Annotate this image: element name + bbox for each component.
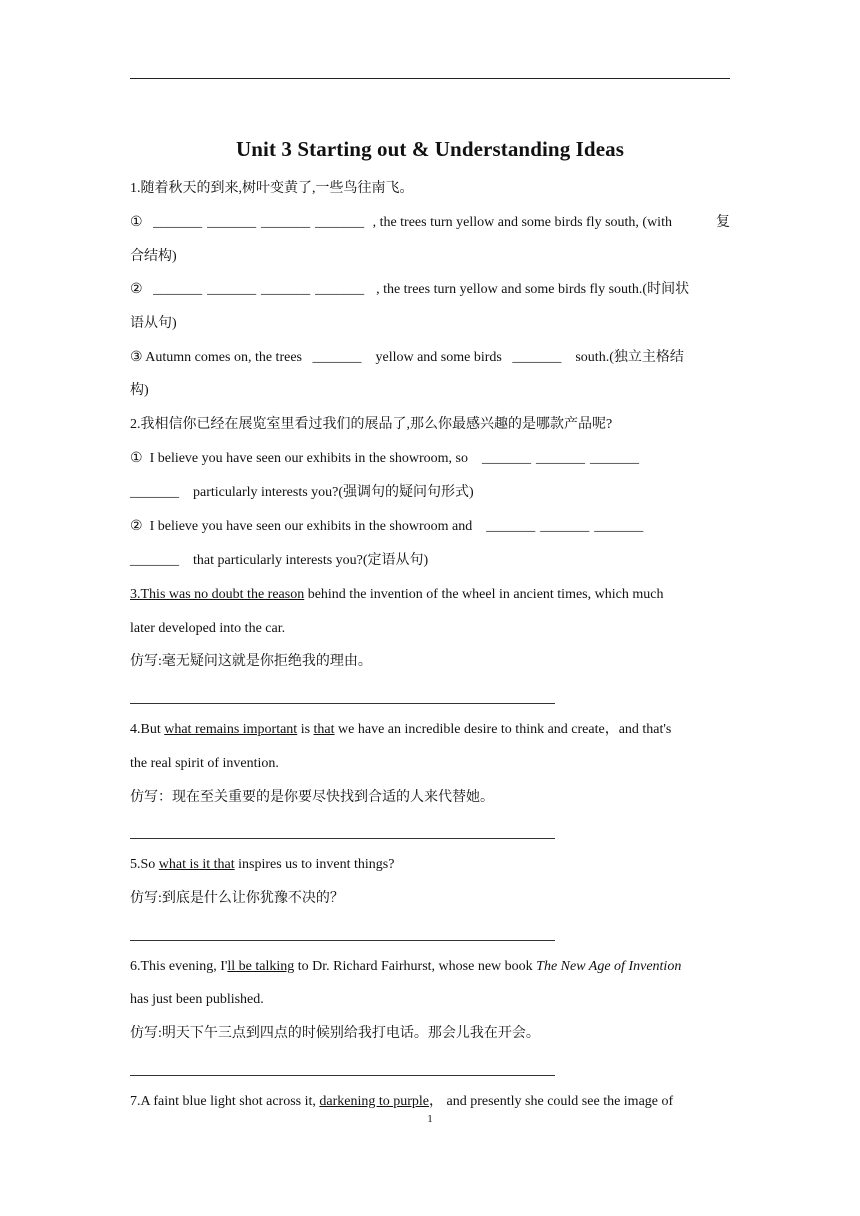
q2-option-b [130, 518, 648, 536]
q4-pre: 4.But [130, 722, 165, 737]
q6-sentence [130, 958, 681, 976]
q1-b-text: , the trees turn yellow and some birds fly south.(时间状 [376, 282, 690, 297]
q1-c-blank-2[interactable]: _______ [512, 350, 562, 365]
q4-rest: we have an incredible desire to think and create，and that's [334, 722, 672, 737]
q1-c-note-cont: 构) [130, 383, 149, 398]
q2-a-text: I believe you have seen our exhibits in the showroom, so [149, 451, 468, 466]
q1-c-marker: ③ [130, 350, 143, 365]
q6-book-title: The New Age of Invention [536, 959, 682, 974]
q2-b-cont: that particularly interests you?(定语从句) [193, 553, 429, 568]
q5-pre: 5.So [130, 857, 159, 872]
q2-b-marker: ② [130, 519, 143, 534]
q2-option-a-cont [130, 484, 474, 502]
q1-b-marker: ② [130, 282, 143, 297]
q3-sentence [130, 586, 663, 604]
q4-underlined-2: that [313, 722, 335, 737]
q7-pre: 7.A faint blue light shot across it, [130, 1094, 320, 1109]
q5-rest: inspires us to invent things? [234, 857, 395, 872]
q6-answer-line[interactable] [130, 1075, 555, 1076]
q2-b-blank-2[interactable]: _______ [540, 519, 590, 534]
q1-a-blank-2[interactable]: _______ [207, 215, 257, 230]
q2-option-a [130, 450, 644, 468]
q3-cont: later developed into the car. [130, 621, 286, 636]
q1-stem: 1.随着秋天的到来,树叶变黄了,一些鸟往南飞。 [130, 181, 414, 196]
q2-a-cont: particularly interests you?(强调句的疑问句形式) [193, 485, 474, 500]
q1-b-blank-1[interactable]: _______ [153, 282, 203, 297]
q1-a-marker: ① [130, 215, 143, 230]
q3-prompt: 仿写:毫无疑问这就是你拒绝我的理由。 [130, 654, 372, 669]
q6-pre: 6.This evening, I' [130, 959, 228, 974]
q1-a-blank-1[interactable]: _______ [153, 215, 203, 230]
q2-a-blank-4[interactable]: _______ [130, 485, 179, 500]
q1-b-blank-3[interactable]: _______ [261, 282, 311, 297]
q4-prompt: 仿写：现在至关重要的是你要尽快找到合适的人来代替她。 [130, 790, 494, 805]
q5-underlined: what is it that [158, 857, 235, 872]
q4-sentence [130, 721, 671, 739]
q2-a-blank-2[interactable]: _______ [536, 451, 585, 466]
q1-c-mid: yellow and some birds [375, 350, 502, 365]
q2-a-marker: ① [130, 451, 143, 466]
q1-b-note-cont: 语从句) [130, 316, 177, 331]
q2-b-blank-1[interactable]: _______ [486, 519, 536, 534]
q1-a-note-end: 复 [716, 215, 730, 230]
q7-underlined: darkening to purple [319, 1094, 430, 1109]
q2-a-blank-1[interactable]: _______ [482, 451, 531, 466]
q6-prompt: 仿写:明天下午三点到四点的时候别给我打电话。那会儿我在开会。 [130, 1026, 540, 1041]
q4-answer-line[interactable] [130, 838, 555, 839]
q1-a-text: , the trees turn yellow and some birds fly south, (with [372, 215, 672, 230]
q1-option-b [130, 281, 689, 299]
q4-mid: is [297, 722, 314, 737]
q6-cont: has just been published. [130, 992, 264, 1007]
q6-underlined: ll be talking [227, 959, 295, 974]
q1-a-blank-4[interactable]: _______ [315, 215, 365, 230]
q4-underlined-1: what remains important [164, 722, 298, 737]
q1-c-pre: Autumn comes on, the trees [145, 350, 302, 365]
q3-rest: behind the invention of the wheel in ancient times, which much [304, 587, 664, 602]
q1-a-note-cont: 合结构) [130, 249, 177, 264]
q1-b-blank-2[interactable]: _______ [207, 282, 257, 297]
q1-a-blank-3[interactable]: _______ [261, 215, 311, 230]
q1-b-blank-4[interactable]: _______ [315, 282, 365, 297]
q2-option-b-cont [130, 552, 428, 570]
q2-b-text: I believe you have seen our exhibits in the showroom and [149, 519, 473, 534]
q5-prompt: 仿写:到底是什么让你犹豫不决的？ [130, 891, 344, 906]
page-title: Unit 3 Starting out & Understanding Ideas [236, 137, 624, 161]
q3-underlined: 3.This was no doubt the reason [130, 587, 305, 602]
q2-b-blank-3[interactable]: _______ [594, 519, 644, 534]
q7-rest: ， and presently she could see the image of [429, 1094, 674, 1109]
q1-option-c [130, 349, 684, 367]
q1-option-a [130, 214, 730, 232]
q5-sentence [130, 856, 394, 874]
q4-cont: the real spirit of invention. [130, 756, 279, 771]
q2-b-blank-4[interactable]: _______ [130, 553, 179, 568]
q1-c-end: south.(独立主格结 [575, 350, 684, 365]
q7-sentence [130, 1093, 673, 1111]
q3-answer-line[interactable] [130, 703, 555, 704]
q6-mid: to Dr. Richard Fairhurst, whose new book [294, 959, 537, 974]
header-rule [130, 78, 730, 79]
q1-c-blank-1[interactable]: _______ [312, 350, 362, 365]
q2-stem: 2.我相信你已经在展览室里看过我们的展品了,那么你最感兴趣的是哪款产品呢? [130, 417, 613, 432]
q2-a-blank-3[interactable]: _______ [590, 451, 639, 466]
page-number: 1 [427, 1113, 433, 1125]
q5-answer-line[interactable] [130, 940, 555, 941]
